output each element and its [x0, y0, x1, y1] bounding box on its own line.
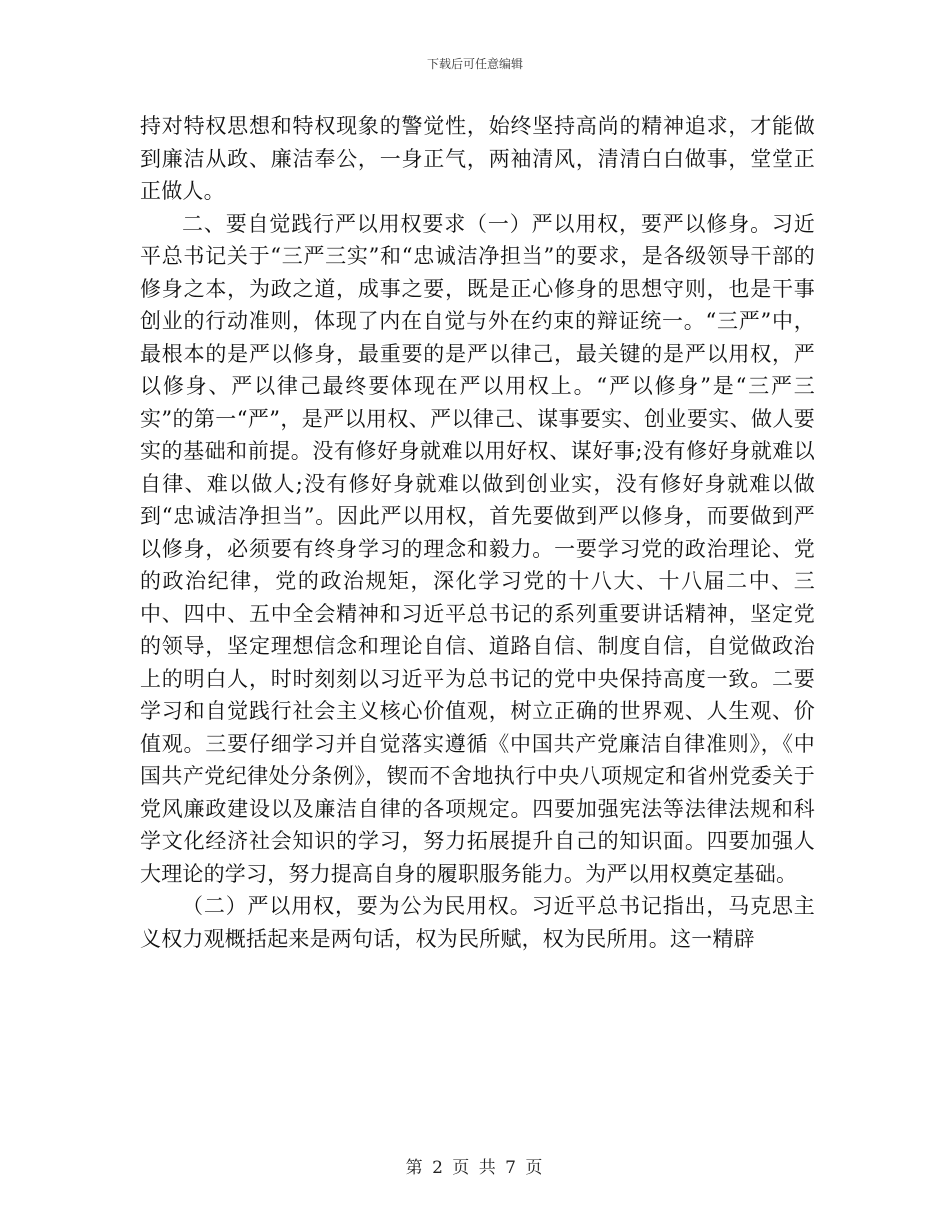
document-body	[140, 110, 815, 955]
paragraph-2: 二、要自觉践行严以用权要求（一）严以用权，要严以修身。习近平总书记关于“三严三实”和“忠诚洁净担当”的要求，是各级领导干部的修身之本，为政之道，成事之要，既是正心修身的思想守则，也是干事创业的行动准则，体现了内在自觉与外在约束的辩证统一。“三严”中，最根本的是严以修身，最重要的是严以律己，最关键的是严以用权，严以修身、严以律己最终要体现在严以用权上。“严以修身”是“三严三实”的第一“严”，是严以用权、严以律己、谋事要实、创业要实、做人要实的基础和前提。没有修好身就难以用好权、谋好事;没有修好身就难以自律、难以做人;没有修好身就难以做到创业实，没有修好身就难以做到“忠诚洁净担当”。因此严以用权，首先要做到严以修身，而要做到严以修身，必须要有终身学习的理念和毅力。一要学习党的政治理论、党的政治纪律，党的政治规矩，深化学习党的十八大、十八届二中、三中、四中、五中全会精神和习近平总书记的系列重要讲话精神，坚定党的领导，坚定理想信念和理论自信、道路自信、制度自信，自觉做政治上的明白人，时时刻刻以习近平为总书记的党中央保持高度一致。二要学习和自觉践行社会主义核心价值观，树立正确的世界观、人生观、价值观。三要仔细学习并自觉落实遵循《中国共产党廉洁自律准则》，《中国共产党纪律处分条例》，锲而不舍地执行中央八项规定和省州党委关于党风廉政建设以及廉洁自律的各项规定。四要加强宪法等法律法规和科学文化经济社会知识的学习，努力拓展提升自己的知识面。四要加强人大理论的学习，努力提高自身的履职服务能力。为严以用权奠定基础。	[140, 211, 815, 886]
paragraph-1: 持对特权思想和特权现象的警觉性，始终坚持高尚的精神追求，才能做到廉洁从政、廉洁奉公，一身正气，两袖清风，清清白白做事，堂堂正正做人。	[140, 114, 815, 203]
paragraph-3: （二）严以用权，要为公为民用权。习近平总书记指出，马克思主义权力观概括起来是两句话，权为民所赋，权为民所用。这一精辟	[140, 894, 815, 951]
page-header: 下载后可任意编辑	[426, 57, 523, 71]
page-number-footer: 第 2 页 共 7 页	[405, 1158, 545, 1178]
